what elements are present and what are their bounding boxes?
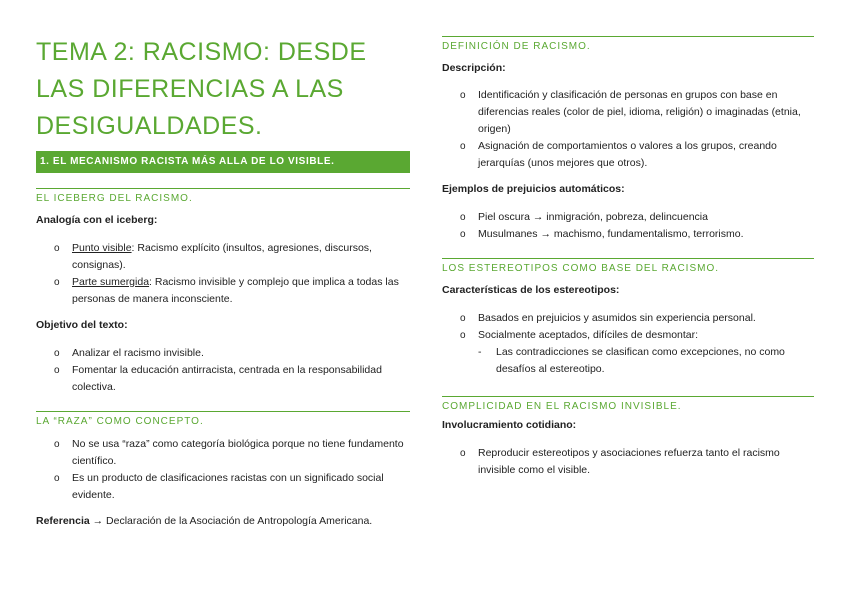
list-item xyxy=(442,310,814,327)
term-parte-sumergida: Parte sumergida xyxy=(72,276,150,288)
section-banner: 1. EL MECANISMO RACISTA MÁS ALLA DE LO VISIBLE. xyxy=(36,151,410,173)
raza-list xyxy=(36,436,410,504)
list-item xyxy=(442,226,814,243)
example-associations: inmigración, pobreza, delincuencia xyxy=(543,211,708,223)
reference-line xyxy=(36,515,372,527)
dash-icon: - xyxy=(478,346,482,358)
definicion-label: Descripción: xyxy=(442,62,506,74)
definicion-heading: DEFINICIÓN DE RACISMO. xyxy=(442,36,814,54)
reference-label: Referencia xyxy=(36,515,90,527)
list-item xyxy=(36,362,410,396)
bullet-icon: o xyxy=(460,448,466,459)
complicidad-list xyxy=(442,445,814,479)
estereotipos-heading: LOS ESTEREOTIPOS COMO BASE DEL RACISMO. xyxy=(442,258,814,276)
iceberg-list xyxy=(36,240,410,308)
list-item-text: Identificación y clasificación de personas en grupos con base en diferencias reales (color de piel, idioma, religión) o imaginadas (etnia, origen) xyxy=(478,89,801,135)
definicion-list xyxy=(442,87,814,172)
sub-list xyxy=(478,344,814,378)
bullet-icon: o xyxy=(460,212,466,223)
bullet-icon: o xyxy=(460,313,466,324)
example-subject: Piel oscura xyxy=(478,211,530,223)
examples-list xyxy=(442,209,814,243)
objective-list xyxy=(36,345,410,396)
term-punto-visible: Punto visible xyxy=(72,242,132,254)
iceberg-label: Analogía con el iceberg: xyxy=(36,214,158,226)
page-title: TEMA 2: RACISMO: DESDE LAS DIFERENCIAS A LAS DESIGUALDADES. xyxy=(36,38,367,140)
list-item xyxy=(36,240,410,274)
bullet-icon: o xyxy=(460,330,466,341)
sub-list-item xyxy=(478,344,814,378)
bullet-icon: o xyxy=(54,348,60,359)
complicidad-heading: COMPLICIDAD EN EL RACISMO INVISIBLE. xyxy=(442,396,814,414)
example-associations: machismo, fundamentalismo, terrorismo. xyxy=(550,228,744,240)
bullet-icon: o xyxy=(460,229,466,240)
bullet-icon: o xyxy=(54,365,60,376)
list-item xyxy=(36,274,410,308)
list-item xyxy=(442,209,814,226)
examples-label: Ejemplos de prejuicios automáticos: xyxy=(442,183,625,195)
list-item-text: Analizar el racismo invisible. xyxy=(72,347,204,359)
bullet-icon: o xyxy=(54,243,60,254)
list-item xyxy=(442,327,814,378)
list-item xyxy=(36,436,410,470)
list-item xyxy=(36,470,410,504)
list-item-text: Asignación de comportamientos o valores a los grupos, creando jerarquías (unos mejores que otros). xyxy=(478,140,777,169)
term-description: : Racismo invisible y complejo que implica a todas las personas de manera inconsciente. xyxy=(72,276,399,305)
list-item xyxy=(442,138,814,172)
bullet-icon: o xyxy=(54,473,60,484)
list-item-text: Fomentar la educación antirracista, centrada en la responsabilidad colectiva. xyxy=(72,364,382,393)
list-item xyxy=(442,445,814,479)
arrow-icon: → xyxy=(92,515,104,527)
list-item-text: Es un producto de clasificaciones racistas con un significado social evidente. xyxy=(72,472,384,501)
list-item-text: Socialmente aceptados, difíciles de desmontar: xyxy=(478,329,699,341)
bullet-icon: o xyxy=(54,439,60,450)
estereotipos-label: Características de los estereotipos: xyxy=(442,284,620,296)
arrow-icon: → xyxy=(532,211,544,223)
list-item-text: Reproducir estereotipos y asociaciones refuerza tanto el racismo invisible como el visible. xyxy=(478,447,780,476)
objective-label: Objetivo del texto: xyxy=(36,319,128,331)
complicidad-label: Involucramiento cotidiano: xyxy=(442,419,577,431)
list-item-text: No se usa “raza” como categoría biológica porque no tiene fundamento científico. xyxy=(72,438,404,467)
estereotipos-list xyxy=(442,310,814,378)
arrow-icon: → xyxy=(540,228,551,240)
iceberg-heading: EL ICEBERG DEL RACISMO. xyxy=(36,188,410,206)
list-item-text: Basados en prejuicios y asumidos sin experiencia personal. xyxy=(478,312,756,324)
sub-list-item-text: Las contradicciones se clasifican como excepciones, no como desafíos al estereotipo. xyxy=(496,346,785,375)
list-item xyxy=(36,345,410,362)
bullet-icon: o xyxy=(460,141,466,152)
reference-text: Declaración de la Asociación de Antropología Americana. xyxy=(103,515,373,527)
bullet-icon: o xyxy=(460,90,466,101)
example-subject: Musulmanes xyxy=(478,228,538,240)
raza-heading: LA “RAZA” COMO CONCEPTO. xyxy=(36,411,410,429)
bullet-icon: o xyxy=(54,277,60,288)
list-item xyxy=(442,87,814,138)
term-description: : Racismo explícito (insultos, agresiones, discursos, consignas). xyxy=(72,242,372,271)
